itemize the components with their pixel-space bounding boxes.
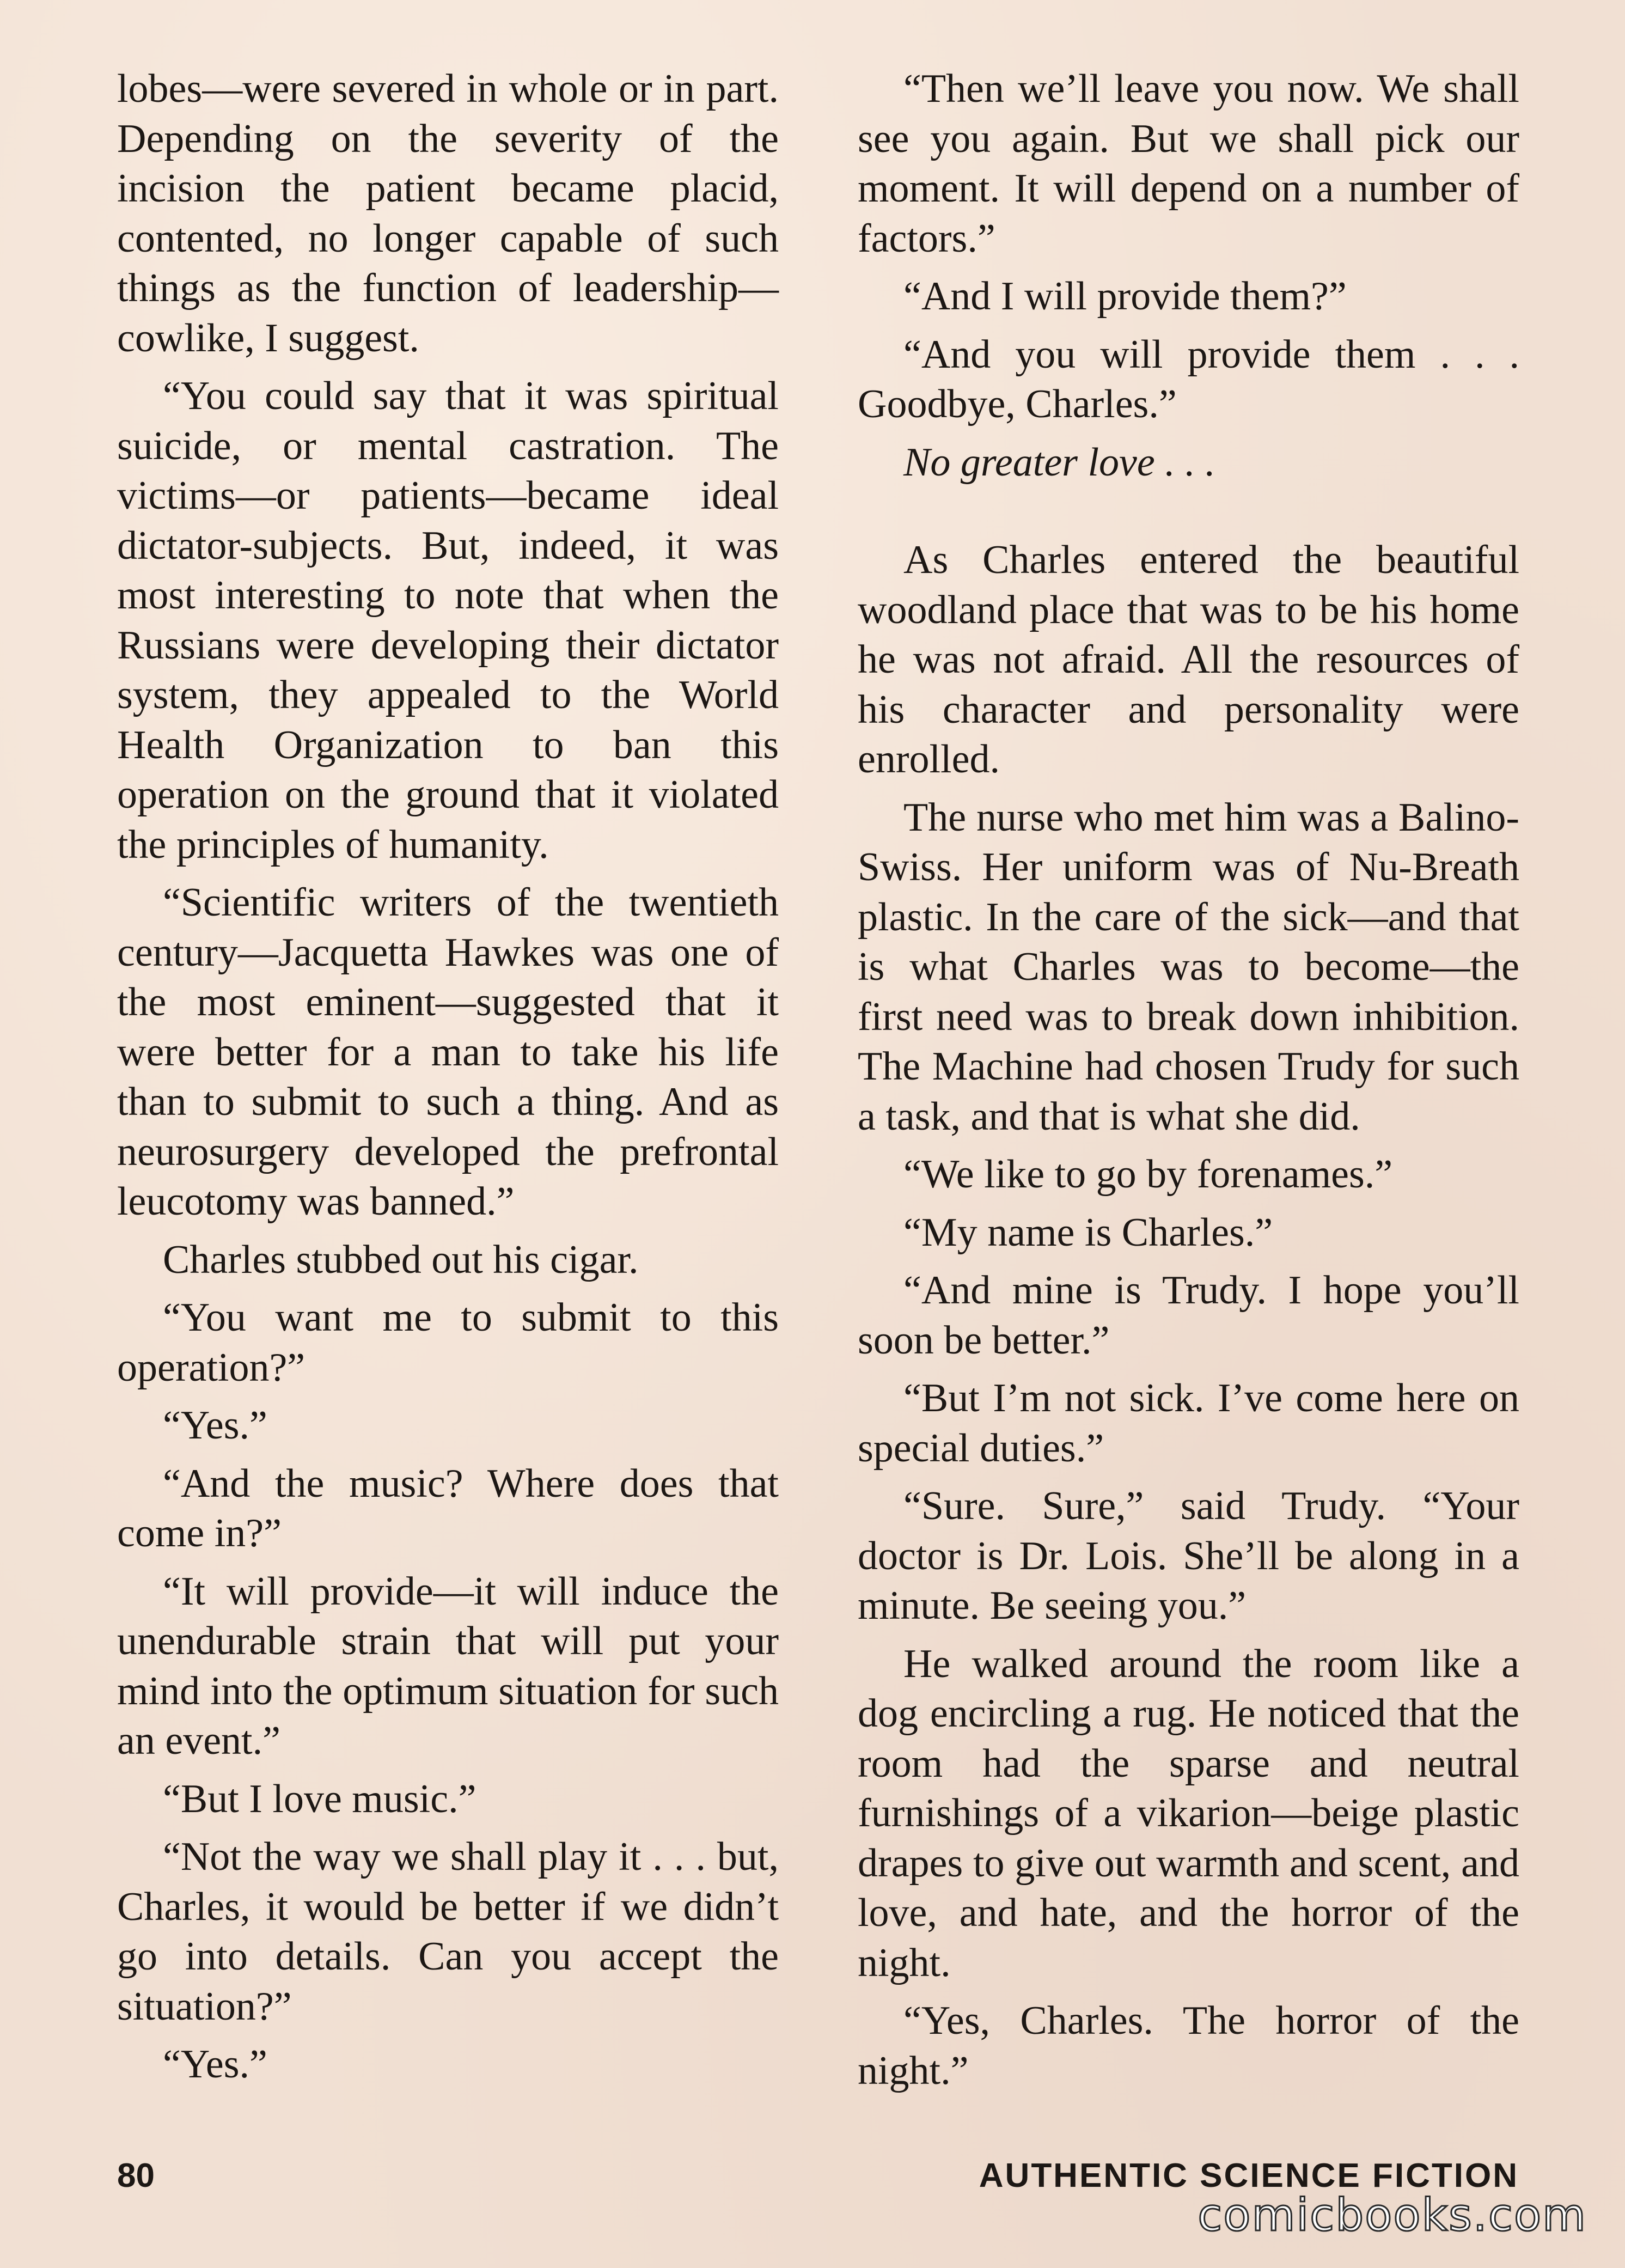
paragraph: As Charles entered the beautiful woodland place that was to be his home he was not afraid. All the resources of his character and personality were enrolled. [858, 538, 1519, 782]
paragraph: “You want me to submit to this operation?” [117, 1295, 779, 1390]
paragraph-italic [858, 438, 1519, 488]
paragraph: “But I love music.” [163, 1776, 476, 1821]
paragraph: “Then we’ll leave you now. We shall see you again. But we shall pick our moment. It will depend on a number of factors.” [858, 66, 1519, 261]
paragraph: The nurse who met him was a Balino-Swiss. Her uniform was of Nu-Breath plastic. In the care of the sick—and that is what Charles was to become—the first need was to break down inhibition. The Machine had chosen Trudy for such a task, and that is what she did. [858, 795, 1519, 1139]
paragraph: “But I’m not sick. I’ve come here on special duties.” [858, 1376, 1519, 1471]
paragraph: “Yes.” [163, 1403, 267, 1448]
paragraph: “Not the way we shall play it . . . but, Charles, it would be better if we didn’t go into details. Can you accept the situation?” [117, 1834, 779, 2029]
paragraph: “You could say that it was spiritual suicide, or mental castration. The victims—or patients—became ideal dictator-subjects. But, indeed, it was most interesting to note that when the Russians were developing their dictator system, they appealed to the World Health Organization to ban this operation on the ground that it violated the principles of humanity. [117, 374, 779, 867]
paragraph: “Sure. Sure,” said Trudy. “Your doctor is Dr. Lois. She’ll be along in a minute. Be seeing you.” [858, 1484, 1519, 1628]
paragraph: He walked around the room like a dog encircling a rug. He noticed that the room had the sparse and neutral furnishings of a vikarion—beige plastic drapes to give out warmth and scent, and love, and hate, and the horror of the night. [858, 1641, 1519, 1985]
paragraph: Charles stubbed out his cigar. [163, 1237, 639, 1282]
paragraph: lobes—were severed in whole or in part. Depending on the severity of the incision the patient became placid, contented, no longer capable of such things as the function of leadership—cowlike, I suggest. [117, 66, 779, 361]
page-number: 80 [117, 2157, 155, 2194]
paragraph: “We like to go by forenames.” [903, 1152, 1393, 1197]
paragraph: “My name is Charles.” [903, 1210, 1273, 1255]
paragraph: “And mine is Trudy. I hope you’ll soon be better.” [858, 1268, 1519, 1363]
paragraph: “And the music? Where does that come in?” [117, 1461, 779, 1556]
paragraph: “It will provide—it will induce the unendurable strain that will put your mind into the optimum situation for such an event.” [117, 1569, 779, 1763]
paragraph: “Yes, Charles. The horror of the night.” [858, 1998, 1519, 2093]
paragraph: “And you will provide them . . . Goodbye, Charles.” [858, 332, 1519, 426]
paragraph: “Yes.” [163, 2042, 267, 2087]
paragraph: “Scientific writers of the twentieth century—Jacquetta Hawkes was one of the most eminent—suggested that it were better for a man to take his life than to submit to such a thing. And as neurosurgery developed the prefrontal leucotomy was banned.” [117, 880, 779, 1224]
watermark: comicbooks.com [1198, 2190, 1587, 2241]
italic-line: No greater love . . . [903, 440, 1215, 485]
paragraph: “And I will provide them?” [903, 274, 1347, 319]
running-head: AUTHENTIC SCIENCE FICTION [979, 2157, 1519, 2194]
right-text-column [858, 64, 1519, 2104]
left-text-column [117, 64, 779, 2098]
